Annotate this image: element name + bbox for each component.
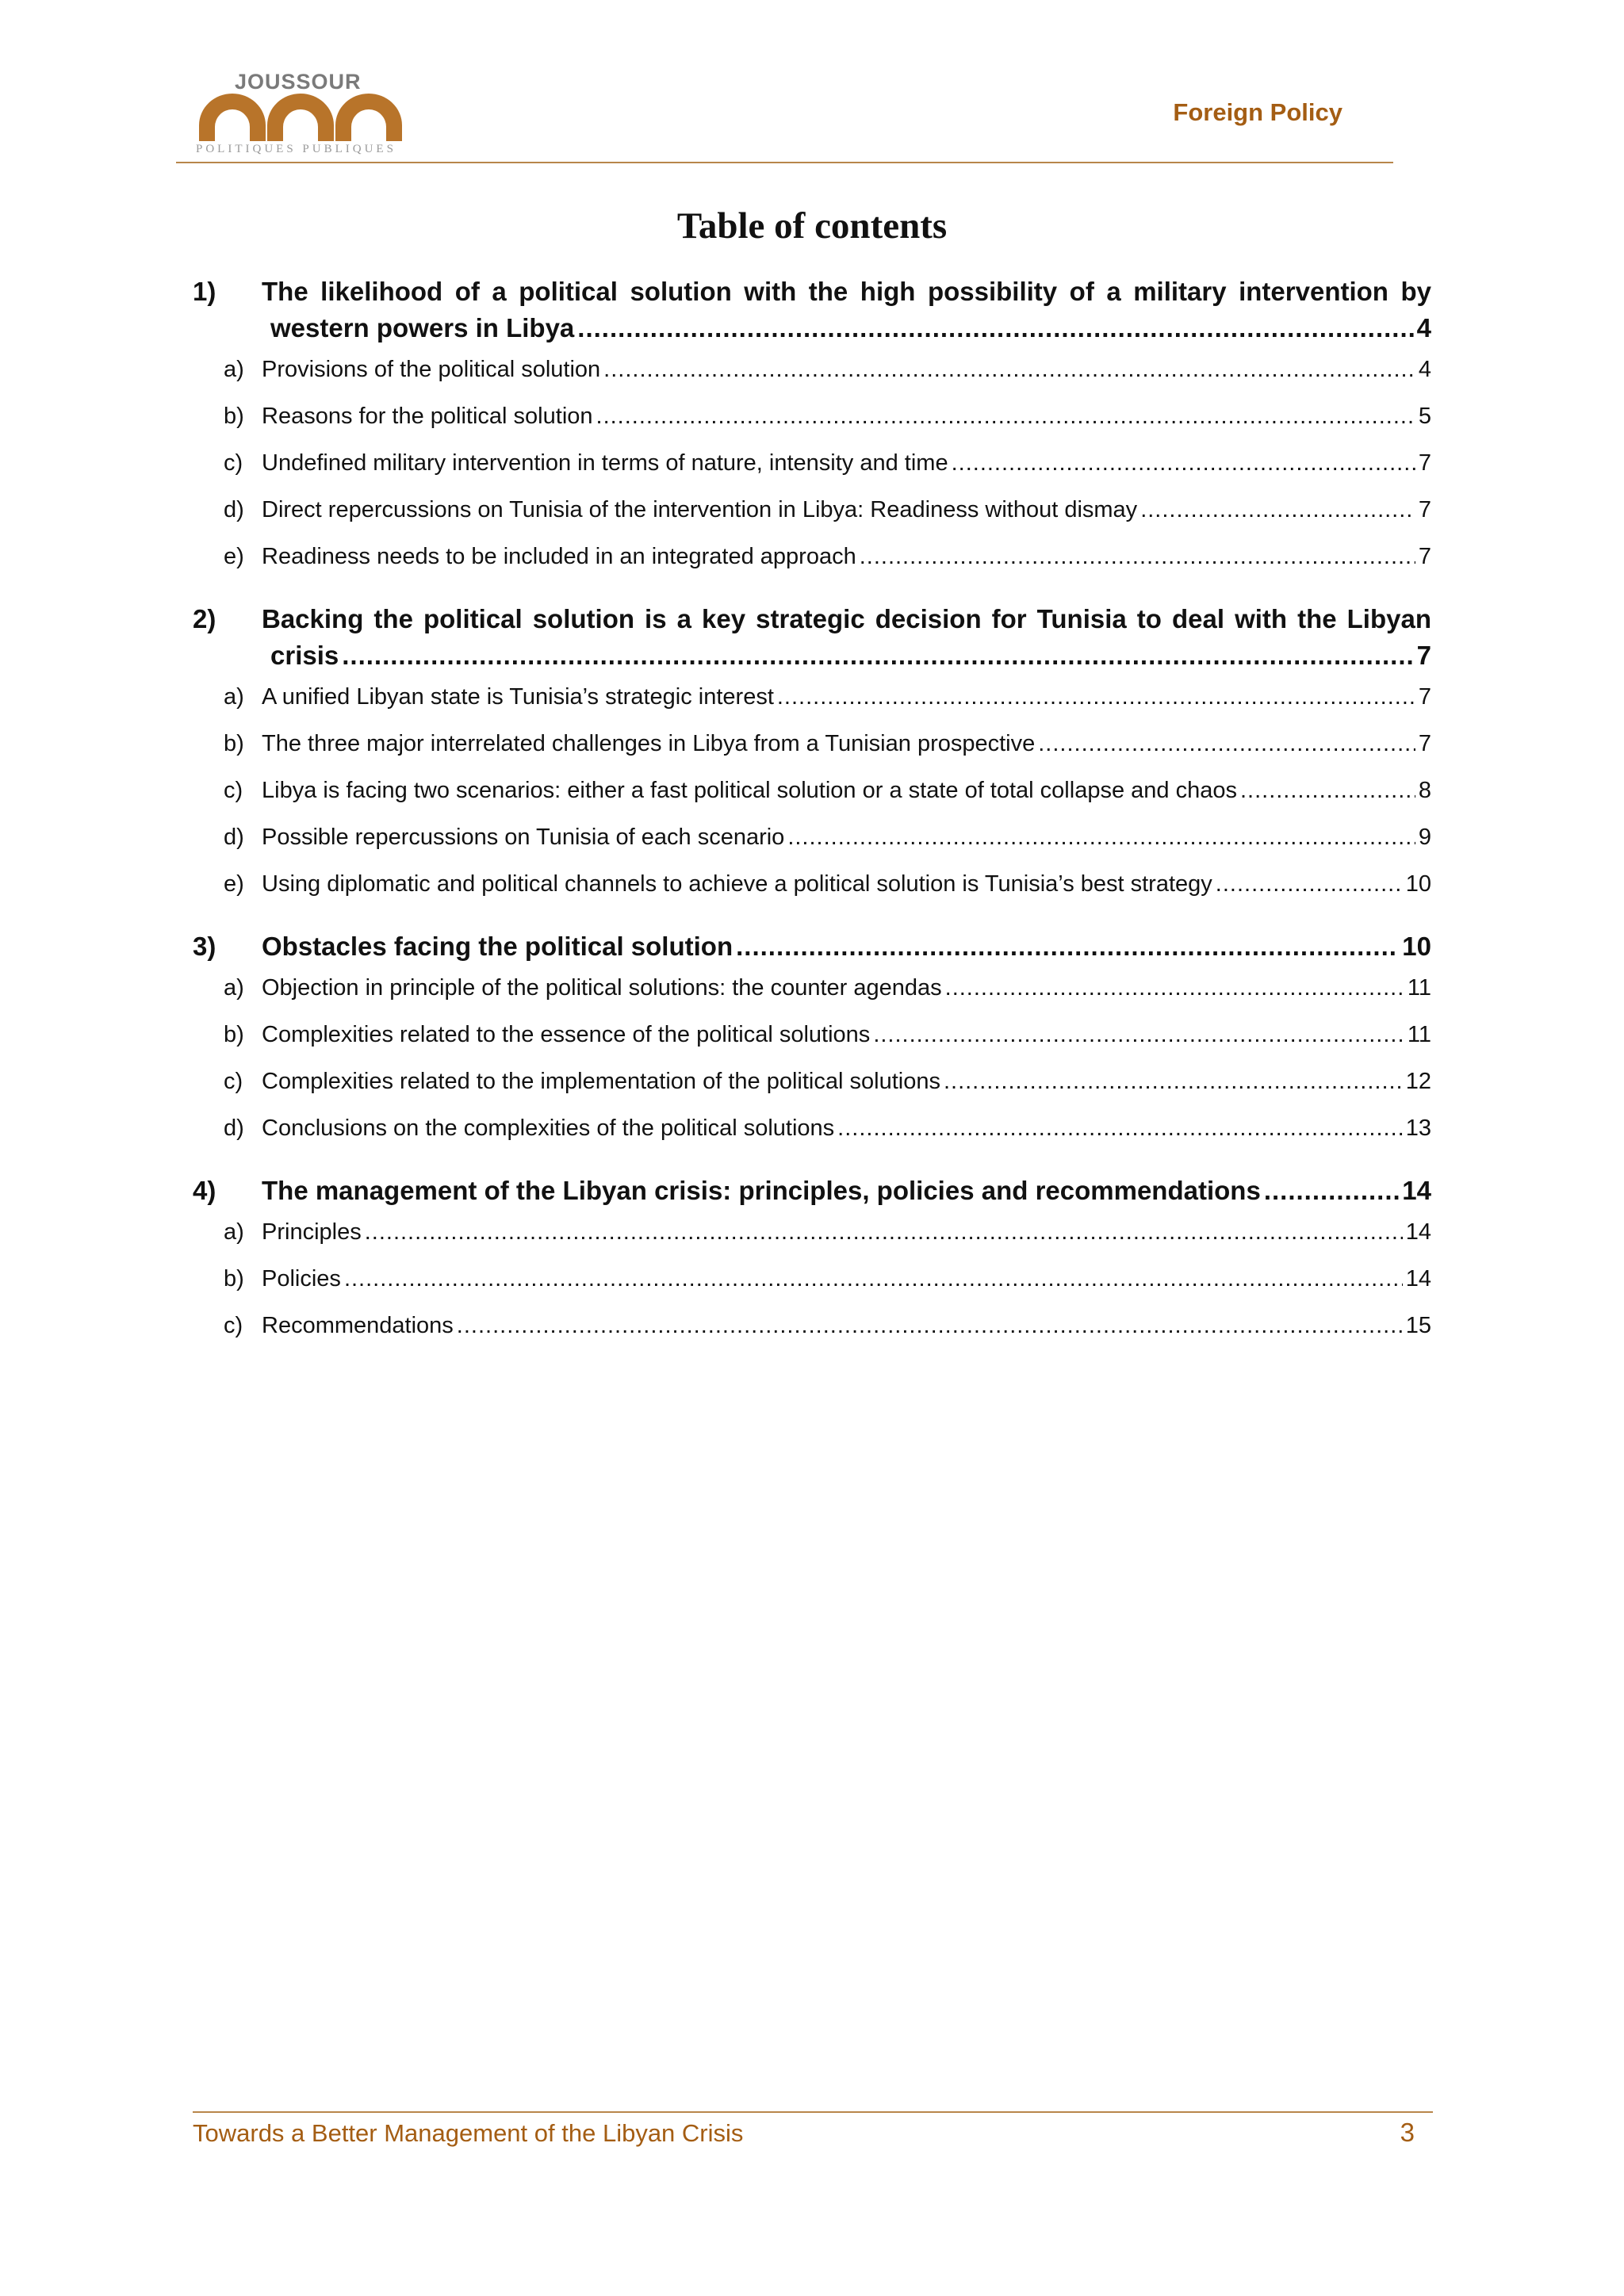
toc-subsection-number: a) [224, 975, 244, 1001]
toc-subsection[interactable] [193, 440, 1431, 487]
toc-subsection-title: Readiness needs to be included in an integrated approach [262, 544, 856, 569]
toc-subsection-page: 8 [1418, 778, 1431, 803]
toc-subsection-page: 12 [1405, 1069, 1431, 1094]
toc-subsection[interactable] [193, 861, 1431, 908]
dot-leader [873, 1012, 1404, 1058]
toc-subsection-page: 13 [1405, 1115, 1431, 1141]
toc-subsection-page: 7 [1418, 544, 1431, 569]
toc-section-number: 1) [193, 277, 216, 306]
toc-subsection-number: b) [224, 1022, 244, 1047]
dot-leader [944, 1058, 1403, 1105]
footer-divider [193, 2111, 1433, 2113]
toc-subsection[interactable] [193, 487, 1431, 534]
toc-subsection-title: Objection in principle of the political solutions: the counter agendas [262, 975, 942, 1001]
footer-page-number: 3 [1400, 2118, 1415, 2147]
dot-leader [1140, 487, 1415, 534]
toc-subsection[interactable] [193, 534, 1431, 580]
logo-name: JOUSSOUR [235, 70, 362, 94]
dot-leader [945, 965, 1404, 1012]
toc-subsection-title: Complexities related to the essence of the political solutions [262, 1022, 871, 1047]
toc-subsection-title: A unified Libyan state is Tunisia’s strategic interest [262, 684, 774, 710]
toc-subsection-page: 7 [1418, 450, 1431, 476]
toc-subsection[interactable] [193, 767, 1431, 814]
dot-leader [457, 1303, 1403, 1349]
toc-section-page: 14 [1402, 1176, 1431, 1205]
toc-subsection-page: 7 [1418, 731, 1431, 756]
dot-leader [787, 814, 1415, 861]
toc-subsection-number: b) [224, 404, 244, 429]
toc-subsection-title: Complexities related to the implementation of the political solutions [262, 1069, 940, 1094]
toc-subsection[interactable] [193, 1058, 1431, 1105]
toc-subsection-number: b) [224, 731, 244, 756]
header-topic: Foreign Policy [1173, 98, 1342, 126]
dot-leader [342, 637, 1413, 674]
toc-subsection[interactable] [193, 1105, 1431, 1152]
toc-subsection-page: 5 [1418, 404, 1431, 429]
toc-section-number: 2) [193, 604, 216, 633]
toc-subsection[interactable] [193, 1012, 1431, 1058]
table-of-contents [193, 274, 1431, 1349]
dot-leader [837, 1105, 1403, 1152]
dot-leader [777, 674, 1415, 721]
toc-subsection-number: e) [224, 871, 244, 897]
toc-subsection-number: b) [224, 1266, 244, 1292]
toc-subsection-title: Policies [262, 1266, 341, 1292]
toc-subsection-title: Libya is facing two scenarios: either a fast political solution or a state of total collapse and chaos [262, 778, 1237, 803]
dot-leader [1216, 861, 1403, 908]
toc-subsection-page: 7 [1418, 684, 1431, 710]
toc-subsection-number: a) [224, 1219, 244, 1245]
toc-subsection-page: 4 [1418, 357, 1431, 382]
toc-section-title-line1: The likelihood of a political solution with the high possibility of a military intervention by [262, 277, 1431, 306]
toc-subsection-title: Undefined military intervention in terms of nature, intensity and time [262, 450, 948, 476]
toc-section-title-end: western powers in Libya [270, 313, 575, 342]
toc-subsection-number: a) [224, 357, 244, 382]
dot-leader [596, 393, 1415, 440]
toc-section-title-end: crisis [270, 641, 339, 670]
toc-subsection-number: d) [224, 825, 244, 850]
toc-subsection-title: Recommendations [262, 1313, 454, 1338]
toc-subsection-title: Principles [262, 1219, 362, 1245]
toc-subsection-title: The three major interrelated challenges in Libya from a Tunisian prospective [262, 731, 1036, 756]
toc-section-title-line2 [262, 310, 1431, 346]
toc-subsection-number: d) [224, 1115, 244, 1141]
toc-section-page: 10 [1402, 932, 1431, 961]
toc-subsection-title: Possible repercussions on Tunisia of each scenario [262, 825, 785, 850]
logo-subtitle: POLITIQUES PUBLIQUES [196, 143, 396, 155]
toc-section-title: The management of the Libyan crisis: principles, policies and recommendations [262, 1176, 1261, 1205]
dot-leader [365, 1209, 1403, 1256]
toc-subsection[interactable] [193, 346, 1431, 393]
logo-arches-icon [196, 94, 405, 141]
toc-subsection[interactable] [193, 721, 1431, 767]
toc-subsection-page: 7 [1418, 497, 1431, 522]
toc-section[interactable] [193, 274, 1431, 346]
toc-subsection-page: 10 [1405, 871, 1431, 897]
toc-section-title-row [262, 928, 1431, 965]
dot-leader [952, 440, 1415, 487]
toc-subsection[interactable] [193, 1209, 1431, 1256]
dot-leader [1240, 767, 1415, 814]
toc-subsection[interactable] [193, 393, 1431, 440]
toc-section-number: 3) [193, 932, 216, 961]
dot-leader [736, 928, 1399, 965]
toc-section-page: 4 [1416, 313, 1431, 342]
toc-subsection-title: Conclusions on the complexities of the political solutions [262, 1115, 835, 1141]
dot-leader [1264, 1173, 1399, 1209]
toc-subsection-number: c) [224, 778, 243, 803]
toc-subsection[interactable] [193, 674, 1431, 721]
toc-section-number: 4) [193, 1176, 216, 1205]
toc-subsection-number: c) [224, 1313, 243, 1338]
toc-subsection[interactable] [193, 1303, 1431, 1349]
toc-subsection[interactable] [193, 965, 1431, 1012]
toc-section-title-line1: Backing the political solution is a key strategic decision for Tunisia to deal with the Libyan [262, 604, 1431, 633]
toc-subsection-title: Direct repercussions on Tunisia of the intervention in Libya: Readiness without dismay [262, 497, 1138, 522]
dot-leader [603, 346, 1415, 393]
dot-leader [860, 534, 1415, 580]
toc-subsection-number: c) [224, 450, 243, 476]
toc-section-title: Obstacles facing the political solution [262, 932, 733, 961]
toc-subsection-number: d) [224, 497, 244, 522]
toc-subsection-title: Using diplomatic and political channels to achieve a political solution is Tunisia’s best strategy [262, 871, 1212, 897]
toc-subsection[interactable] [193, 1256, 1431, 1303]
toc-subsection-title: Provisions of the political solution [262, 357, 601, 382]
toc-subsection-title: Reasons for the political solution [262, 404, 593, 429]
toc-subsection-number: c) [224, 1069, 243, 1094]
toc-subsection-number: e) [224, 544, 244, 569]
toc-section[interactable] [193, 1173, 1431, 1209]
dot-leader [577, 310, 1413, 346]
toc-subsection-page: 11 [1407, 975, 1431, 1001]
toc-section-title-row [262, 1173, 1431, 1209]
toc-subsection[interactable] [193, 814, 1431, 861]
dot-leader [344, 1256, 1403, 1303]
toc-subsection-page: 14 [1405, 1266, 1431, 1292]
toc-section-title-line2 [262, 637, 1431, 674]
toc-section[interactable] [193, 928, 1431, 965]
toc-subsection-number: a) [224, 684, 244, 710]
toc-subsection-page: 9 [1418, 825, 1431, 850]
toc-subsection-page: 14 [1405, 1219, 1431, 1245]
footer-title: Towards a Better Management of the Libyan Crisis [193, 2119, 744, 2147]
toc-subsection-page: 11 [1407, 1022, 1431, 1047]
toc-section-page: 7 [1416, 641, 1431, 670]
joussour-logo [193, 70, 407, 157]
header-divider [176, 162, 1393, 163]
toc-subsection-page: 15 [1405, 1313, 1431, 1338]
dot-leader [1038, 721, 1415, 767]
page-title: Table of contents [676, 205, 948, 247]
toc-section[interactable] [193, 601, 1431, 674]
